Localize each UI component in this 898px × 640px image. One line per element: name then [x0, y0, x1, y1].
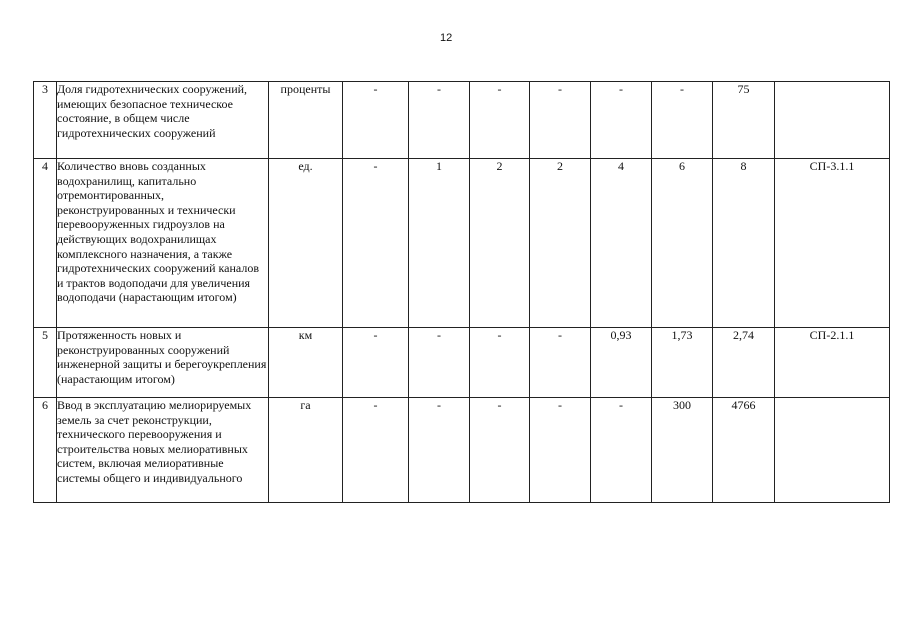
table-row [34, 82, 890, 159]
indicator-name: Количество вновь созданных водохранилищ, капитально отремонтированных, реконструированных и технически перевооруженных гидроузлов на действующих водохранилищах комплексного назначения, а также гидротехнических сооружений каналов и трактов водоподачи для увеличения водоподачи (нарастающим итогом) [57, 159, 269, 328]
value-cell: 2 [470, 159, 530, 328]
value-cell: 75 [713, 82, 775, 159]
row-number: 4 [34, 159, 57, 328]
value-cell: 300 [652, 398, 713, 503]
value-cell: 1 [409, 159, 470, 328]
row-number: 6 [34, 398, 57, 503]
unit-cell: га [269, 398, 343, 503]
reference-cell [775, 82, 890, 159]
value-cell: 0,93 [591, 328, 652, 398]
table-row [34, 398, 890, 503]
indicator-name: Ввод в эксплуатацию мелиорируемых земель за счет реконструкции, технического перевооружения и строительства новых мелиоративных систем, включая мелиоративные системы общего и индивидуального [57, 398, 269, 503]
table-row [34, 159, 890, 328]
value-cell: - [530, 82, 591, 159]
reference-cell: СП-2.1.1 [775, 328, 890, 398]
indicator-name: Доля гидротехнических сооружений, имеющих безопасное техническое состояние, в общем числе гидротехнических сооружений [57, 82, 269, 159]
value-cell: - [530, 398, 591, 503]
unit-cell: проценты [269, 82, 343, 159]
value-cell: - [470, 82, 530, 159]
row-number: 3 [34, 82, 57, 159]
value-cell: - [591, 82, 652, 159]
value-cell: - [409, 398, 470, 503]
value-cell: - [343, 328, 409, 398]
value-cell: - [409, 82, 470, 159]
value-cell: 4 [591, 159, 652, 328]
reference-cell: СП-3.1.1 [775, 159, 890, 328]
reference-cell [775, 398, 890, 503]
value-cell: - [343, 398, 409, 503]
value-cell: - [530, 328, 591, 398]
value-cell: - [343, 82, 409, 159]
value-cell: - [591, 398, 652, 503]
value-cell: 1,73 [652, 328, 713, 398]
page-number: 12 [440, 32, 453, 44]
value-cell: - [343, 159, 409, 328]
value-cell: - [652, 82, 713, 159]
table-row [34, 328, 890, 398]
value-cell: 2,74 [713, 328, 775, 398]
unit-cell: ед. [269, 159, 343, 328]
value-cell: 6 [652, 159, 713, 328]
value-cell: 8 [713, 159, 775, 328]
indicator-name: Протяженность новых и реконструированных сооружений инженерной защиты и берегоукрепления (нарастающим итогом) [57, 328, 269, 398]
value-cell: - [470, 398, 530, 503]
value-cell: 4766 [713, 398, 775, 503]
value-cell: - [470, 328, 530, 398]
value-cell: - [409, 328, 470, 398]
row-number: 5 [34, 328, 57, 398]
indicators-table [33, 81, 890, 503]
unit-cell: км [269, 328, 343, 398]
value-cell: 2 [530, 159, 591, 328]
